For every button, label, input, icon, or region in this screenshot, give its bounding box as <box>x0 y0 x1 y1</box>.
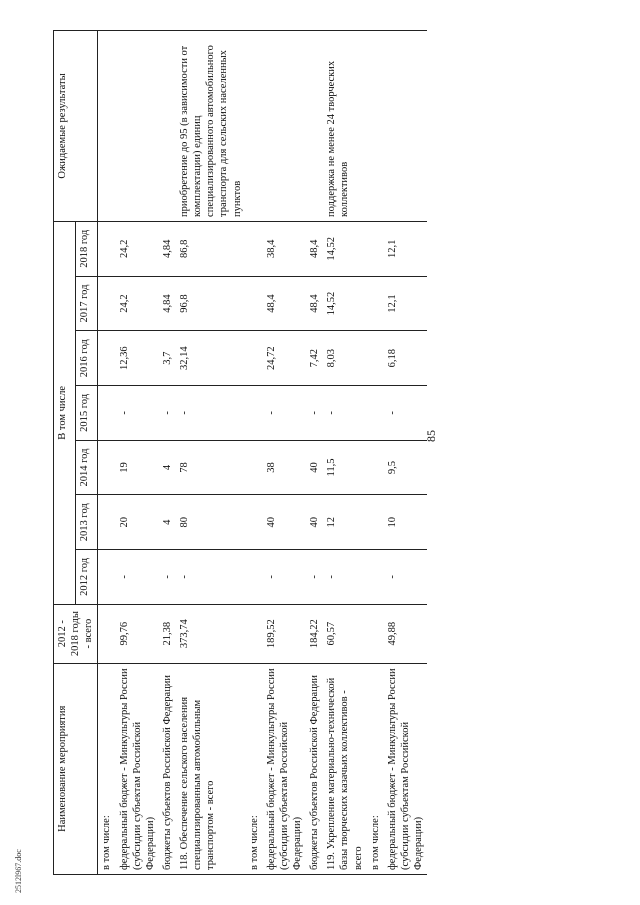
table-row <box>159 31 176 875</box>
row-year-value: 6,18 <box>384 331 427 386</box>
row-year-value: 38 <box>263 440 306 495</box>
row-year-value: 14,52 <box>323 221 366 276</box>
row-year-value: 12,1 <box>384 221 427 276</box>
row-year-value <box>246 386 263 441</box>
row-year-value <box>367 495 384 550</box>
header-total: 2012 - 2018 годы - всего <box>54 604 98 663</box>
row-year-value: 48,4 <box>306 221 323 276</box>
row-year-value <box>367 386 384 441</box>
row-result: приобретение до 95 (в зависимости от комплектации) единиц специализированного автомобильного транспорта для сельских населенных пунктов <box>176 31 246 222</box>
table-row <box>306 31 323 875</box>
row-total: 99,76 <box>116 604 159 663</box>
row-year-value <box>367 331 384 386</box>
row-result <box>116 31 159 222</box>
row-total <box>98 604 116 663</box>
table-header <box>54 31 98 875</box>
row-year-value: 10 <box>384 495 427 550</box>
row-year-value <box>98 221 116 276</box>
table-row <box>384 31 427 875</box>
row-year-value: - <box>323 550 366 605</box>
row-year-value <box>367 550 384 605</box>
header-in-that-number: В том числе <box>54 221 76 604</box>
row-total: 21,38 <box>159 604 176 663</box>
row-year-value: 24,72 <box>263 331 306 386</box>
row-year-value: 14,52 <box>323 276 366 331</box>
row-year-value: - <box>384 386 427 441</box>
row-year-value <box>246 440 263 495</box>
header-year: 2016 год <box>76 331 98 386</box>
row-year-value: 20 <box>116 495 159 550</box>
row-year-value: 78 <box>176 440 246 495</box>
row-total: 373,74 <box>176 604 246 663</box>
row-year-value <box>246 331 263 386</box>
row-year-value: 4 <box>159 495 176 550</box>
row-year-value: 80 <box>176 495 246 550</box>
table-row <box>116 31 159 875</box>
row-year-value: 7,42 <box>306 331 323 386</box>
row-result <box>98 31 116 222</box>
row-year-value: - <box>323 386 366 441</box>
budget-table <box>53 30 427 875</box>
row-year-value: - <box>159 550 176 605</box>
row-year-value: 38,4 <box>263 221 306 276</box>
row-name: бюджеты субъектов Российской Федерации <box>306 663 323 874</box>
row-result <box>306 31 323 222</box>
row-result: поддержка не менее 24 творческих коллективов <box>323 31 366 222</box>
row-total <box>246 604 263 663</box>
row-year-value <box>98 440 116 495</box>
row-year-value: 12 <box>323 495 366 550</box>
row-year-value: 4,84 <box>159 221 176 276</box>
row-year-value: - <box>176 386 246 441</box>
row-total: 189,52 <box>263 604 306 663</box>
table-row <box>98 31 116 875</box>
row-year-value <box>98 331 116 386</box>
row-name: бюджеты субъектов Российской Федерации <box>159 663 176 874</box>
header-name: Наименование мероприятия <box>54 663 98 874</box>
header-year: 2012 год <box>76 550 98 605</box>
table-row <box>176 31 246 875</box>
row-year-value: 12,1 <box>384 276 427 331</box>
row-year-value: 40 <box>263 495 306 550</box>
row-year-value: 4 <box>159 440 176 495</box>
row-total: 49,88 <box>384 604 427 663</box>
row-year-value: 40 <box>306 440 323 495</box>
row-year-value: - <box>159 386 176 441</box>
row-year-value: - <box>176 550 246 605</box>
header-result: Ожидаемые результаты <box>54 31 98 222</box>
table-row <box>367 31 384 875</box>
header-year: 2014 год <box>76 440 98 495</box>
page-number: 85 <box>424 430 438 442</box>
document-footer: 2512l967.doc <box>14 849 23 893</box>
row-result <box>246 31 263 222</box>
row-year-value <box>246 495 263 550</box>
row-year-value: - <box>116 386 159 441</box>
row-result <box>367 31 384 222</box>
row-name: в том числе: <box>246 663 263 874</box>
row-year-value <box>98 495 116 550</box>
row-year-value: 3,7 <box>159 331 176 386</box>
row-year-value <box>98 276 116 331</box>
row-year-value: - <box>306 550 323 605</box>
row-year-value: 12,36 <box>116 331 159 386</box>
rotated-page-content <box>53 30 608 875</box>
header-year: 2018 год <box>76 221 98 276</box>
row-year-value: 96,8 <box>176 276 246 331</box>
row-year-value: 40 <box>306 495 323 550</box>
row-year-value: 24,2 <box>116 221 159 276</box>
row-result <box>384 31 427 222</box>
row-year-value <box>246 276 263 331</box>
row-year-value: 4,84 <box>159 276 176 331</box>
row-year-value: 9,5 <box>384 440 427 495</box>
row-name: в том числе: <box>98 663 116 874</box>
table-row <box>263 31 306 875</box>
row-name: федеральный бюджет - Минкультуры России (субсидии субъектам Российской Федерации) <box>116 663 159 874</box>
table-row <box>246 31 263 875</box>
row-total: 184,22 <box>306 604 323 663</box>
row-year-value <box>367 440 384 495</box>
row-year-value: 11,5 <box>323 440 366 495</box>
row-year-value: - <box>306 386 323 441</box>
row-year-value <box>246 221 263 276</box>
row-result <box>263 31 306 222</box>
table-body <box>98 31 427 875</box>
row-year-value: - <box>263 550 306 605</box>
row-year-value <box>246 550 263 605</box>
row-year-value: 48,4 <box>306 276 323 331</box>
row-name: 118. Обеспечение сельского населения специализированным автомобильным транспортом - всего <box>176 663 246 874</box>
row-year-value: 19 <box>116 440 159 495</box>
row-year-value: 32,14 <box>176 331 246 386</box>
row-year-value: - <box>263 386 306 441</box>
header-year: 2017 год <box>76 276 98 331</box>
row-year-value: 8,03 <box>323 331 366 386</box>
row-year-value <box>98 550 116 605</box>
row-year-value: 24,2 <box>116 276 159 331</box>
row-year-value <box>367 276 384 331</box>
row-name: федеральный бюджет - Минкультуры России (субсидии субъектам Российской Федерации) <box>263 663 306 874</box>
table-row <box>323 31 366 875</box>
row-year-value: 86,8 <box>176 221 246 276</box>
header-year: 2015 год <box>76 386 98 441</box>
row-year-value <box>367 221 384 276</box>
header-year: 2013 год <box>76 495 98 550</box>
row-year-value: - <box>116 550 159 605</box>
row-total <box>367 604 384 663</box>
row-name: в том числе: <box>367 663 384 874</box>
row-year-value: 48,4 <box>263 276 306 331</box>
row-result <box>159 31 176 222</box>
row-year-value <box>98 386 116 441</box>
row-year-value: - <box>384 550 427 605</box>
row-total: 60,57 <box>323 604 366 663</box>
row-name: 119. Укрепление материально-технической базы творческих казачьих коллективов - всего <box>323 663 366 874</box>
row-name: федеральный бюджет - Минкультуры России (субсидии субъектам Российской Федерации) <box>384 663 427 874</box>
